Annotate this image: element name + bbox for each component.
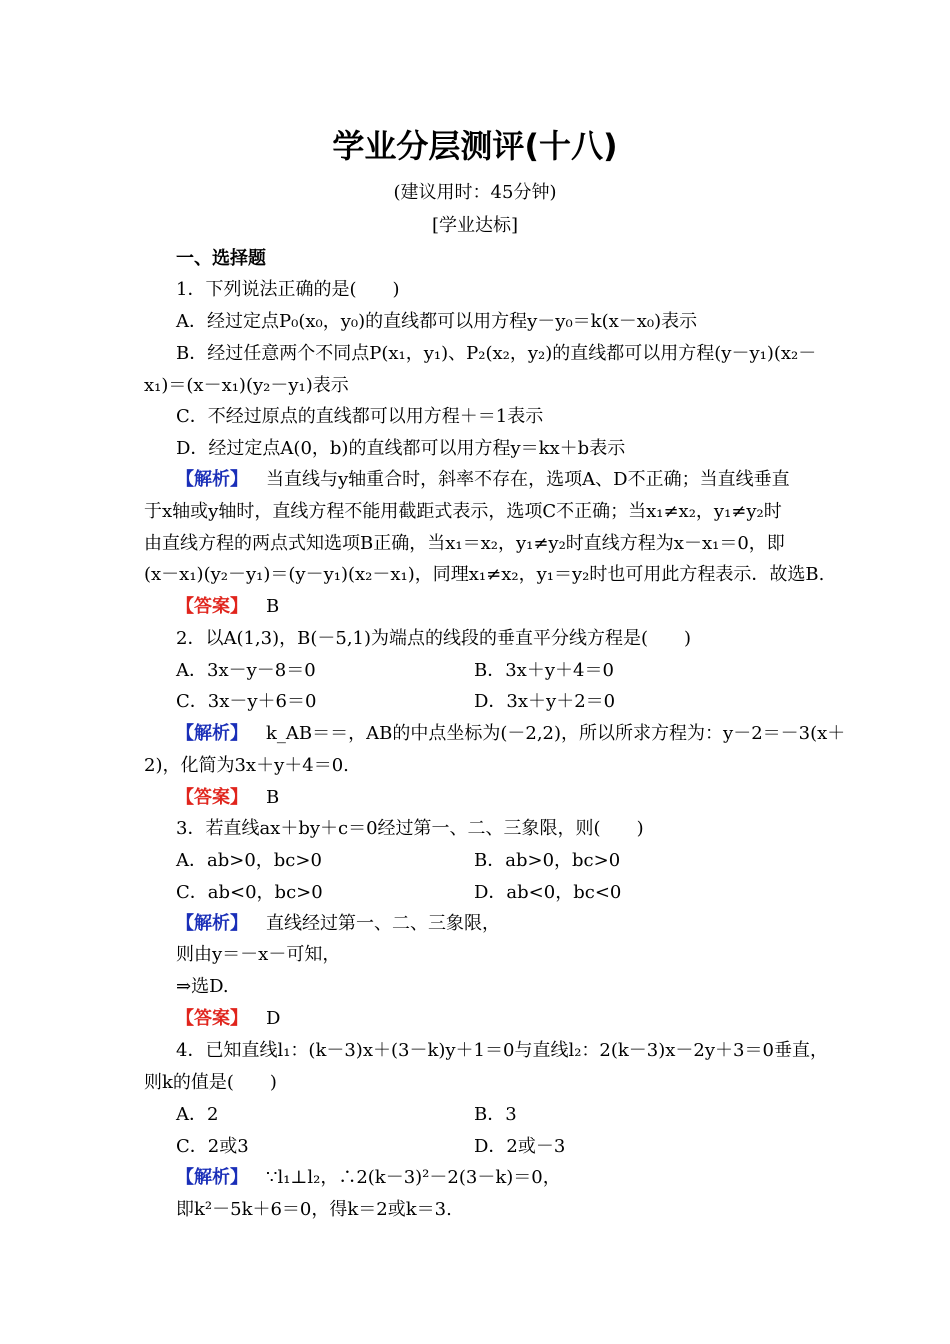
q3-option-c: C．ab<0，bc>0 — [176, 882, 323, 903]
q2-option-a: A．3x－y－8＝0 — [176, 660, 316, 681]
answer-value: D — [266, 1008, 281, 1029]
duration-note: (建议用时：45分钟) — [393, 182, 557, 203]
q2-answer — [176, 787, 279, 809]
q3-analysis-line3: ⇒选D. — [176, 976, 229, 997]
q4-analysis-line2: 即k²－5k＋6＝0，得k＝2或k＝3. — [176, 1199, 452, 1220]
q1-analysis-line2: 于x轴或y轴时，直线方程不能用截距式表示，选项C不正确；当x₁≠x₂，y₁≠y₂时 — [144, 501, 782, 522]
level-heading: [学业达标] — [431, 215, 519, 236]
analysis-tag: 【解析】 — [176, 1167, 248, 1188]
q3-stem: 3．若直线ax＋by＋c＝0经过第一、二、三象限，则( ) — [176, 818, 644, 839]
q1-analysis-line1 — [176, 469, 790, 491]
q1-answer — [176, 596, 279, 618]
q2-stem: 2．以A(1,3)，B(－5,1)为端点的线段的垂直平分线方程是( ) — [176, 628, 692, 649]
q4-analysis-line1 — [176, 1167, 561, 1189]
analysis-text: ∵l₁⊥l₂，∴2(k－3)²－2(3－k)＝0， — [266, 1167, 561, 1188]
q3-option-a: A．ab>0，bc>0 — [176, 850, 322, 871]
q2-option-c: C．3x－y＋6＝0 — [176, 691, 317, 712]
q2-analysis-line2: 2)，化简为3x＋y＋4＝0. — [144, 755, 349, 776]
q3-analysis-line2: 则由y＝－x－可知， — [176, 944, 341, 965]
q3-option-d: D．ab<0，bc<0 — [474, 882, 622, 903]
analysis-text: 直线经过第一、二、三象限， — [266, 913, 500, 934]
q4-stem: 4．已知直线l₁：(k－3)x＋(3－k)y＋1＝0与直线l₂：2(k－3)x－2y＋3＝0垂直， — [176, 1040, 828, 1061]
q3-answer — [176, 1008, 280, 1030]
analysis-tag: 【解析】 — [176, 723, 248, 744]
q4-option-a: A．2 — [176, 1104, 219, 1125]
q1-option-c: C．不经过原点的直线都可以用方程＋＝1表示 — [176, 406, 544, 427]
q3-analysis-line1 — [176, 913, 500, 935]
analysis-text: 当直线与y轴重合时，斜率不存在，选项A、D不正确；当直线垂直 — [266, 469, 790, 490]
q1-stem: 1．下列说法正确的是( ) — [176, 279, 400, 300]
answer-tag: 【答案】 — [176, 1008, 248, 1029]
q1-option-b-cont: x₁)＝(x－x₁)(y₂－y₁)表示 — [144, 375, 349, 396]
section-heading: 一、选择题 — [176, 248, 266, 269]
answer-value: B — [266, 787, 280, 808]
analysis-tag: 【解析】 — [176, 913, 248, 934]
analysis-text: k_AB＝＝，AB的中点坐标为(－2,2)，所以所求方程为：y－2＝－3(x＋ — [266, 723, 846, 744]
q1-analysis-line4: (x－x₁)(y₂－y₁)＝(y－y₁)(x₂－x₁)，同理x₁≠x₂，y₁＝y₂时也可用此方程表示．故选B. — [144, 564, 825, 585]
q1-option-a: A．经过定点P₀(x₀，y₀)的直线都可以用方程y－y₀＝k(x－x₀)表示 — [176, 311, 698, 332]
page-title: 学业分层测评(十八) — [332, 127, 618, 165]
q1-option-d: D．经过定点A(0，b)的直线都可以用方程y＝kx＋b表示 — [176, 438, 626, 459]
q4-option-d: D．2或－3 — [474, 1136, 566, 1157]
answer-tag: 【答案】 — [176, 596, 248, 617]
answer-tag: 【答案】 — [176, 787, 248, 808]
analysis-tag: 【解析】 — [176, 469, 248, 490]
q2-option-b: B．3x＋y＋4＝0 — [474, 660, 614, 681]
q1-analysis-line3: 由直线方程的两点式知选项B正确，当x₁＝x₂，y₁≠y₂时直线方程为x－x₁＝0，即 — [144, 533, 785, 554]
q4-stem-cont: 则k的值是( ) — [144, 1072, 277, 1093]
q2-option-d: D．3x＋y＋2＝0 — [474, 691, 616, 712]
answer-value: B — [266, 596, 280, 617]
q4-option-b: B．3 — [474, 1104, 517, 1125]
q3-option-b: B．ab>0，bc>0 — [474, 850, 621, 871]
q2-analysis-line1 — [176, 723, 845, 745]
q4-option-c: C．2或3 — [176, 1136, 249, 1157]
q1-option-b: B．经过任意两个不同点P(x₁，y₁)、P₂(x₂，y₂)的直线都可以用方程(y－y₁)(x₂－ — [176, 343, 817, 364]
